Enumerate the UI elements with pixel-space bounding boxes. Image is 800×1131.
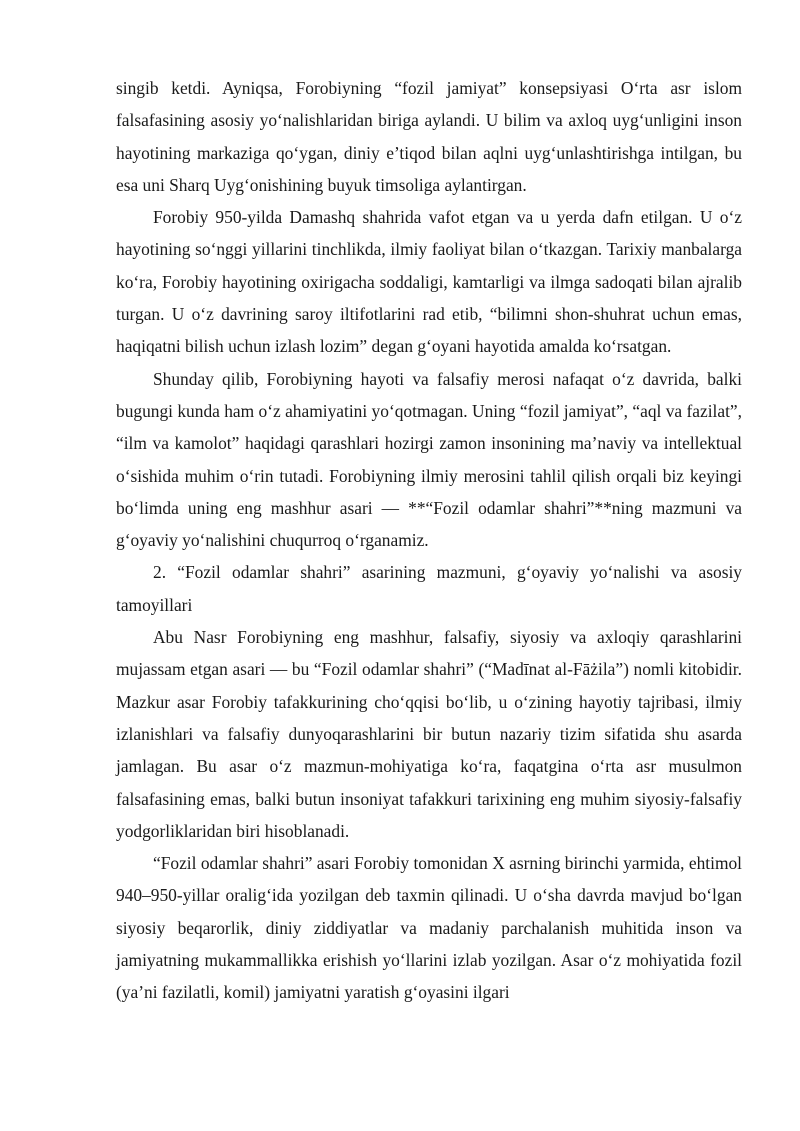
paragraph-3: Shunday qilib, Forobiyning hayoti va falsafiy merosi nafaqat o‘z davrida, balki bugungi kunda ham o‘z ahamiyatini yo‘qotmagan. Uning “fozil jamiyat”, “aql va fazilat”, “ilm va kamolot” haqidagi qarashlari hozirgi zamon insonining ma’naviy va intellektual o‘sishida muhim o‘rin tutadi. Forobiyning ilmiy merosini tahlil qilish orqali biz keyingi bo‘limda uning eng mashhur asari — **“Fozil odamlar shahri”**ning mazmuni va g‘oyaviy yo‘nalishini chuqurroq o‘rganamiz.	[116, 368, 742, 551]
paragraph-4: Abu Nasr Forobiyning eng mashhur, falsafiy, siyosiy va axloqiy qarashlarini mujassam etgan asari — bu “Fozil odamlar shahri” (“Madīnat al-Fāżila”) nomli kitobidir. Mazkur asar Forobiy tafakkurining cho‘qqisi bo‘lib, u o‘zining hayotiy tajribasi, ilmiy izlanishlari va falsafiy dunyoqarashlarini bir butun nazariy tizim sifatida shu asarda jamlagan. Bu asar o‘z mazmun-mohiyatiga ko‘ra, faqatgina o‘rta asr musulmon falsafasining emas, balki butun insoniyat tafakkuri tarixining eng muhim siyosiy-falsafiy yodgorliklaridan biri hisoblanadi.	[116, 627, 742, 841]
paragraph-2: Forobiy 950-yilda Damashq shahrida vafot etgan va u yerda dafn etilgan. U o‘z hayotining so‘nggi yillarini tinchlikda, ilmiy faoliyat bilan o‘tkazgan. Tarixiy manbalarga ko‘ra, Forobiy hayotining oxirigacha soddaligi, kamtarligi va ilmga sadoqati bilan ajralib turgan. U o‘z davrining saroy iltifotlarini rad etib, “bilimni shon-shuhrat uchun emas, haqiqatni bilish uchun izlash lozim” degan g‘oyani hayotida amalda ko‘rsatgan.	[116, 207, 742, 357]
section-heading: 2. “Fozil odamlar shahri” asarining mazmuni, g‘oyaviy yo‘nalishi va asosiy tamoyillari	[116, 562, 742, 615]
paragraph-5: “Fozil odamlar shahri” asari Forobiy tomonidan X asrning birinchi yarmida, ehtimol 940–950-yillar oralig‘ida yozilgan deb taxmin qilinadi. U o‘sha davrda mavjud bo‘lgan siyosiy beqarorlik, diniy ziddiyatlar va madaniy parchalanish muhitida inson va jamiyatning mukammallikka erishish yo‘llarini izlab yozilgan. Asar o‘z mohiyatida fozil (ya’ni fazilatli, komil) jamiyatni yaratish g‘oyasini ilgari	[116, 853, 742, 1003]
document-body	[116, 72, 742, 1009]
paragraph-1: singib ketdi. Ayniqsa, Forobiyning “fozil jamiyat” konsepsiyasi O‘rta asr islom falsafasining asosiy yo‘nalishlaridan biriga aylandi. U bilim va axloq uyg‘unligini inson hayotining markaziga qo‘ygan, diniy e’tiqod bilan aqlni uyg‘unlashtirishga intilgan, bu esa uni Sharq Uyg‘onishining buyuk timsoliga aylantirgan.	[116, 78, 742, 195]
